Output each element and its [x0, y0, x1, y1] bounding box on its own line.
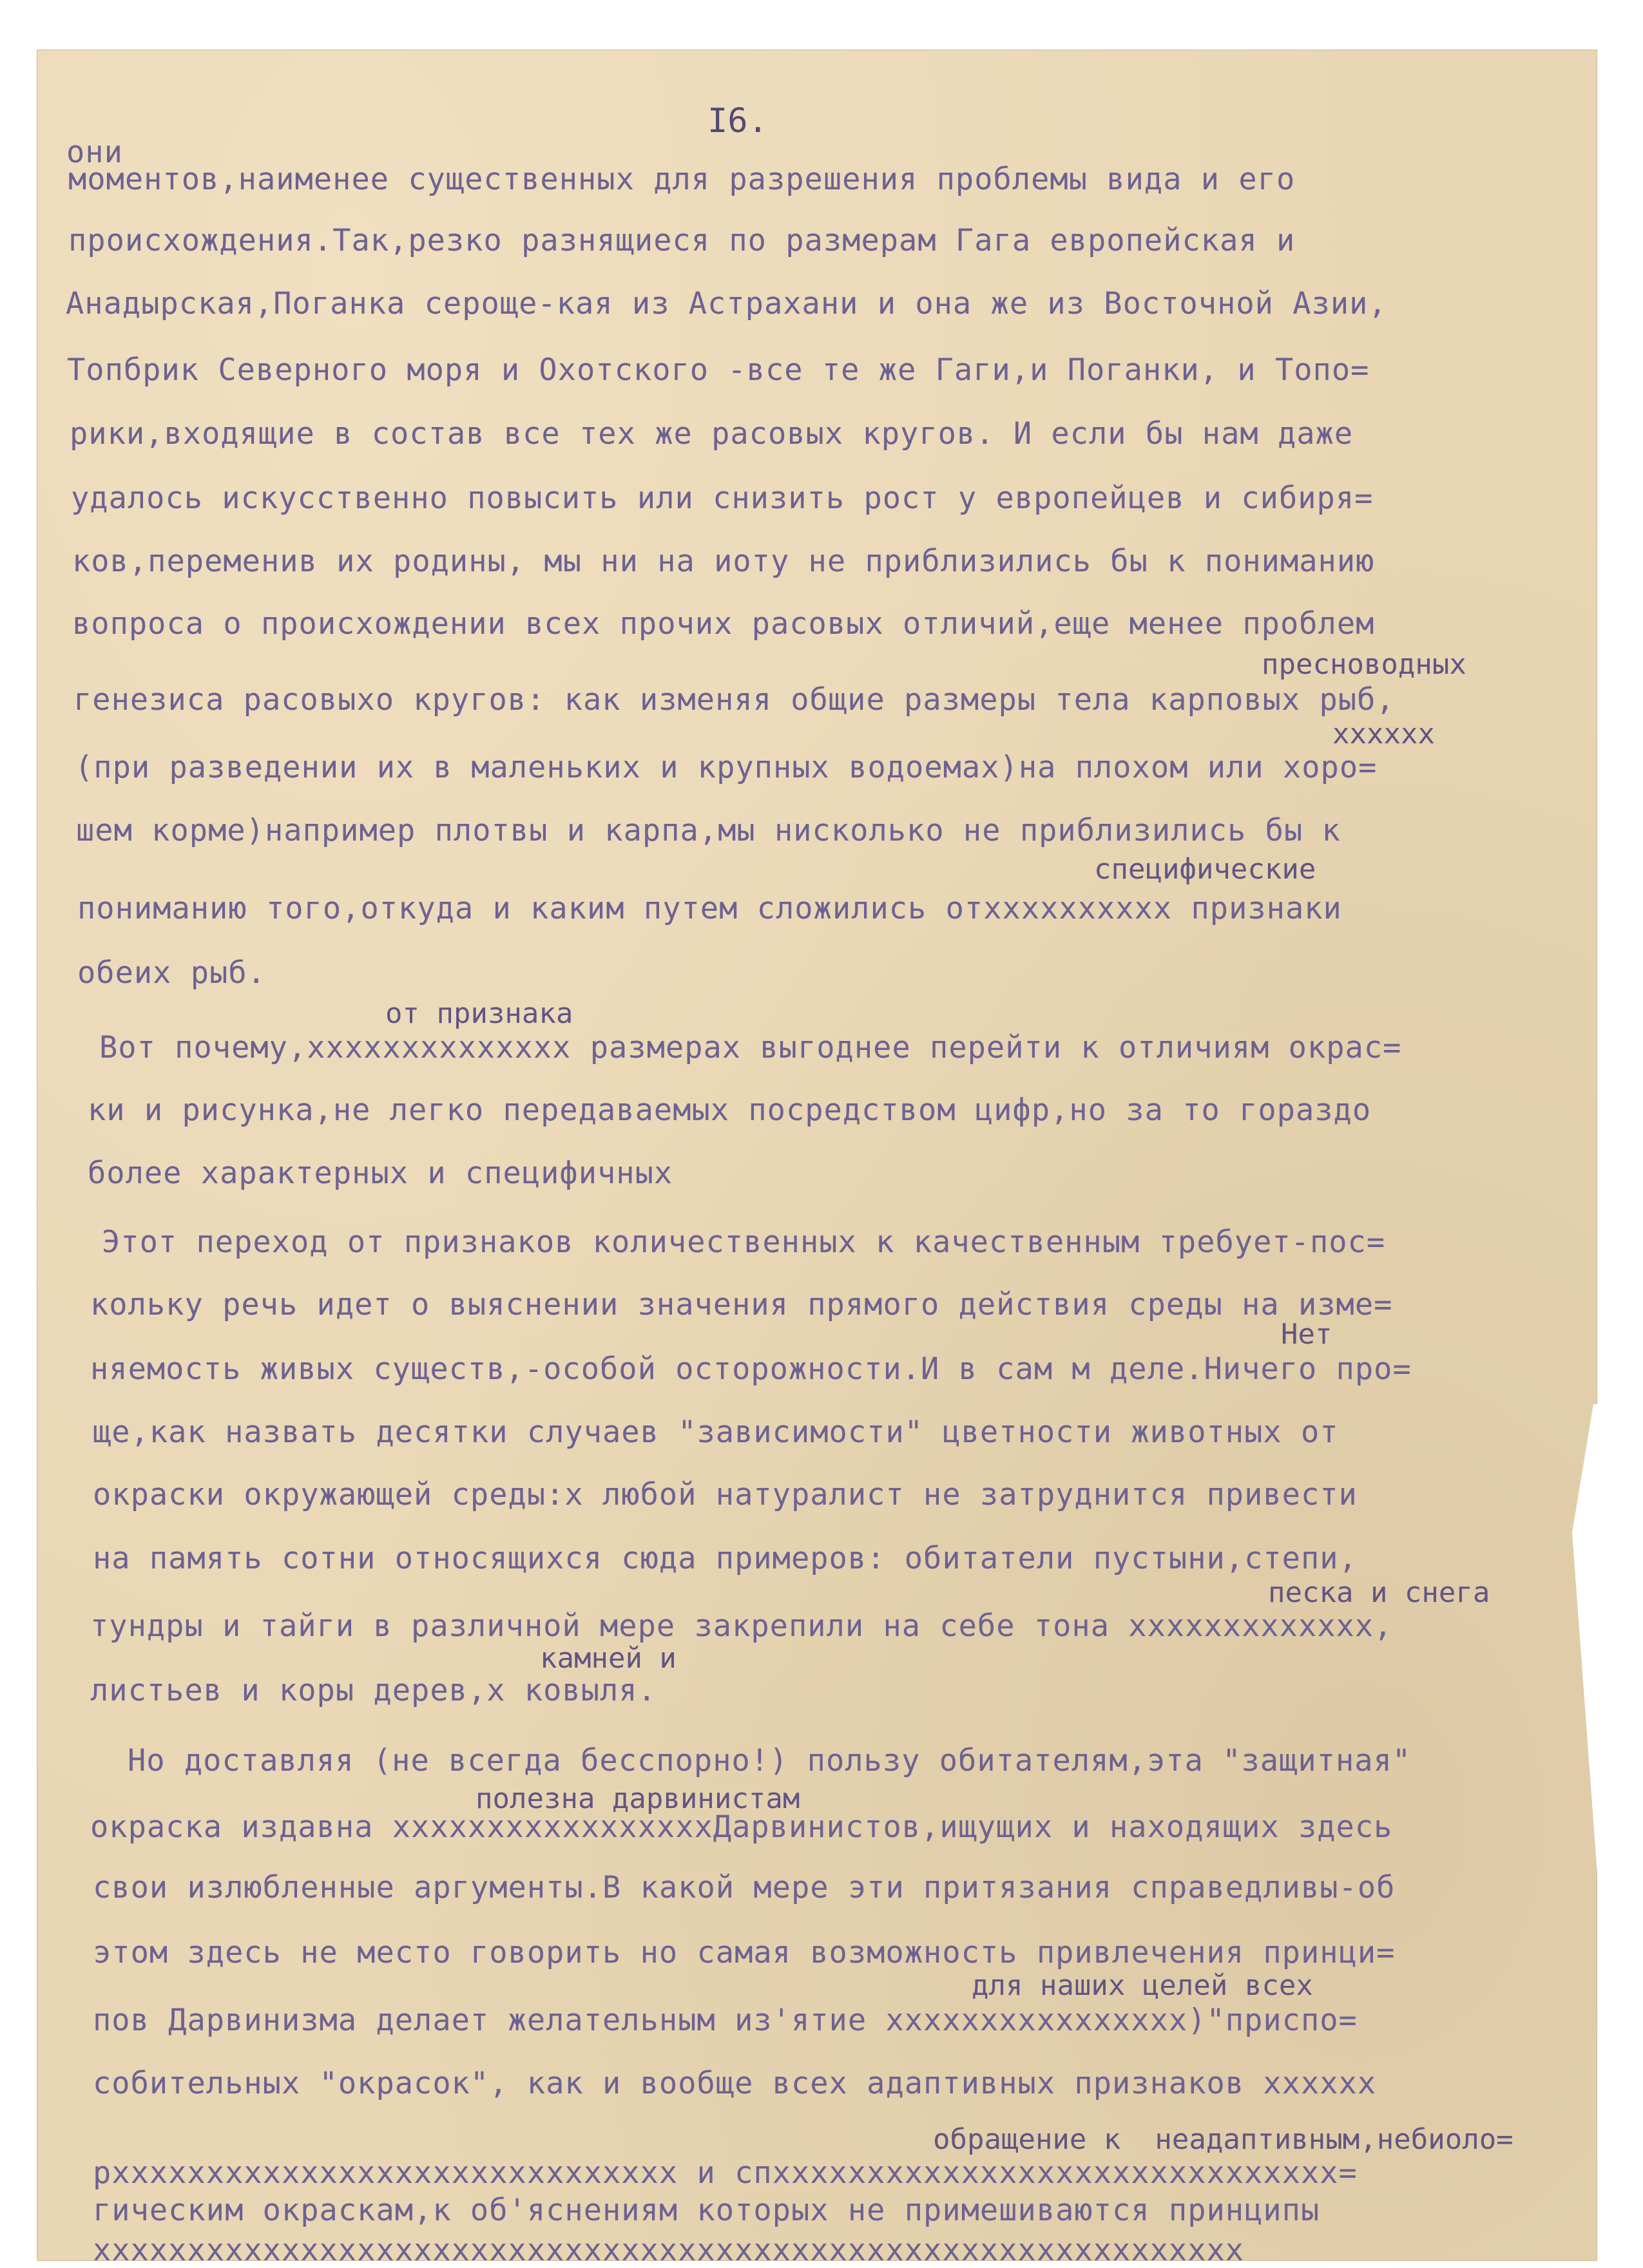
text-line: собительных "окрасок", как и вообще всех адаптивных признаков хххххх — [93, 2066, 1377, 2101]
text-line: удалось искусственно повысить или снизить рост у европейцев и сибиря= — [71, 481, 1374, 516]
text-line: пов Дарвинизма делает желательным из'ятие хххххххххххххххх)"приспо= — [93, 2003, 1358, 2038]
interlinear-insertion: от признака — [385, 997, 573, 1030]
page-number: I6. — [707, 102, 768, 140]
text-line: окраска издавна хххххххххххххххххДарвинистов,ищущих и находящих здесь — [90, 1809, 1393, 1845]
text-line: моментов,наименее существенных для разрешения проблемы вида и его — [68, 162, 1296, 197]
text-line: более характерных и специфичных — [88, 1156, 673, 1191]
interlinear-insertion: для наших целей всех — [972, 1969, 1313, 2002]
text-line: няемость живых существ,-особой осторожности.И в сам м деле.Ничего про= — [90, 1351, 1412, 1387]
text-line: Топбрик Северного моря и Охотского -все те же Гаги,и Поганки, и Топо= — [67, 352, 1370, 388]
text-line: рики,входящие в состав все тех же расовых кругов. И если бы нам даже — [70, 416, 1354, 452]
text-line: рхххххххххххххххххххххххххххххх и спхххххххххххххххххххххххххххххх= — [93, 2155, 1358, 2191]
interlinear-insertion: песка и снега — [1268, 1576, 1490, 1609]
interlinear-insertion: Нет — [1281, 1318, 1332, 1351]
text-line: ки и рисунка,не легко передаваемых посредством цифр,но за то гораздо — [88, 1092, 1372, 1128]
interlinear-insertion: камней и — [540, 1642, 677, 1675]
text-line: вопроса о происхождении всех прочих расовых отличий,еще менее проблем — [72, 606, 1375, 642]
text-line: Анадырская,Поганка сероще‑кая из Астрахани и она же из Восточной Азии, — [66, 286, 1387, 321]
text-line: пониманию того,откуда и каким путем сложились отхххххххххх признаки — [77, 891, 1342, 926]
text-line: свои излюбленные аргументы.В какой мере эти притязания справедливы-об — [93, 1870, 1396, 1905]
text-line: на память сотни относящихся сюда примеров: обитатели пустыни,степи, — [93, 1541, 1358, 1576]
text-line: Вот почему,хххххххххххххх размерах выгоднее перейти к отличиям окрас= — [99, 1030, 1402, 1065]
text-line: Но доставляя (не всегда бесспорно!) пользу обитателям,эта "защитная" — [128, 1743, 1412, 1778]
text-line: этом здесь не место говорить но самая возможность привлечения принци= — [93, 1935, 1396, 1970]
text-line: происхождения.Так,резко разнящиеся по размерам Гага европейская и — [68, 223, 1296, 258]
text-line: шем корме)например плотвы и карпа,мы нисколько не приблизились бы к — [76, 813, 1341, 848]
text-line: ххххххххххххххххххххххххххххххххххххххххххххххххххххххххххххх — [93, 2233, 1245, 2268]
text-line: гическим окраскам,к об'яснениям которых не примешиваются принципы — [93, 2193, 1320, 2228]
interlinear-insertion: пресноводных — [1262, 648, 1466, 681]
interlinear-insertion: специфические — [1094, 853, 1316, 886]
text-line: (при разведении их в маленьких и крупных водоемах)на плохом или хоро= — [75, 750, 1378, 785]
interlinear-insertion: полезна дарвинистам — [476, 1782, 800, 1815]
text-line: обеих рыб. — [77, 955, 266, 991]
text-line: тундры и тайги в различной мере закрепили на себе тона ххххххххххххх, — [90, 1608, 1393, 1644]
interlinear-insertion: xxxxxx — [1332, 718, 1435, 750]
text-line: Этот переход от признаков количественных к качественным требует-пос= — [102, 1225, 1386, 1260]
interlinear-insertion: обращение к неадаптивным,небиоло= — [933, 2123, 1513, 2156]
text-line: генезиса расовыхо кругов: как изменяя общие размеры тела карповых рыб, — [73, 682, 1395, 718]
typewritten-page — [37, 50, 1597, 2268]
text-line: они — [66, 135, 123, 170]
text-line: кольку речь идет о выяснении значения прямого действия среды на изме= — [90, 1287, 1393, 1322]
text-line: ще,как назвать десятки случаев "зависимости" цветности животных от — [93, 1415, 1339, 1450]
text-line: листьев и коры дерев,х ковыля. — [90, 1673, 657, 1708]
text-line: окраски окружающей среды:х любой натуралист не затруднится привести — [93, 1477, 1358, 1512]
text-line: ков,переменив их родины, мы ни на иоту не приблизились бы к пониманию — [72, 544, 1375, 579]
